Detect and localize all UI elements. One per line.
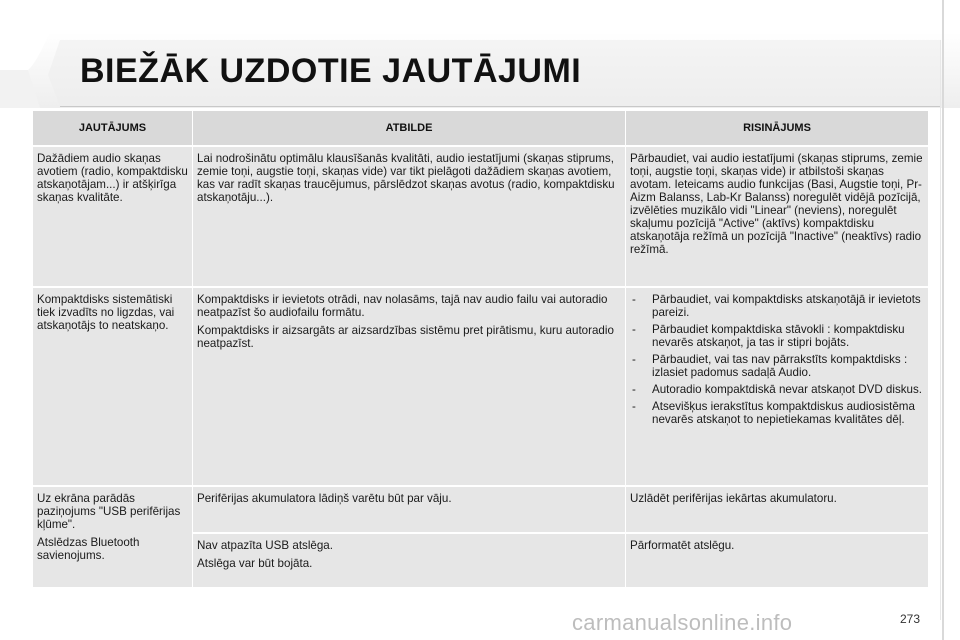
right-margin-line [942,0,944,640]
page-number: 273 [900,612,921,626]
answer-cell [193,287,626,486]
bullet-dash: - [632,383,636,396]
header-divider [60,106,940,107]
list-item [630,353,924,379]
bullet-dash: - [632,400,636,413]
question-text: Atslēdzas Bluetooth savienojums. [37,536,140,562]
header-solution: RISINĀJUMS [626,111,929,146]
solution-text: Uzlādēt perifērijas iekārtas akumulatoru. [630,492,837,505]
bullet-dash: - [632,353,636,366]
list-item [630,293,924,319]
list-item [630,323,924,349]
answer-text: Kompaktdisks ir ievietots otrādi, nav nolasāms, tajā nav audio failu vai autoradio neatpazīst šo audiofailu formātu. [197,293,608,319]
solution-cell [626,146,929,287]
bullet-text: Autoradio kompaktdiskā nevar atskaņot DVD diskus. [652,383,923,396]
bullet-dash: - [632,323,636,336]
answer-cell [193,533,626,587]
header-answer: ATBILDE [193,111,626,146]
solution-bullet-list [630,293,924,426]
bullet-text: Pārbaudiet, vai kompaktdisks atskaņotājā ir ievietots pareizi. [652,293,921,319]
bullet-text: Pārbaudiet, vai tas nav pārrakstīts kompaktdisks : izlasiet padomus sadaļā Audio. [652,353,908,379]
solution-text: Pārformatēt atslēgu. [630,539,735,552]
right-margin-line-light [940,40,941,620]
answer-text: Lai nodrošinātu optimālu klausīšanās kvalitāti, audio iestatījumi (skaņas stiprums, zemie toņi, augstie toņi, skaņas vide) var tikt pielāgoti dažādiem skaņas avotiem, kas var radīt skaņas traucējumus, pārslēdzot skaņas avotus (radio, kompaktdisku atskaņotāju...). [197,152,615,204]
table-row [33,486,929,533]
bullet-text: Pārbaudiet kompaktdiska stāvokli : kompaktdisku nevarēs atskaņot, ja tas ir stipri bojāts. [652,323,905,349]
table-row [33,287,929,486]
question-text: Uz ekrāna parādās paziņojums "USB perifērijas kļūme". [37,492,181,531]
question-text: Dažādiem audio skaņas avotiem (radio, kompaktdisku atskaņotājam...) ir atšķirīga skaņas kvalitāte. [37,152,188,204]
answer-text: Kompaktdisks ir aizsargāts ar aizsardzības sistēmu pret pirātismu, kuru autoradio neatpazīst. [197,324,614,350]
list-item [630,383,924,396]
answer-text: Perifērijas akumulatora lādiņš varētu būt par vāju. [197,492,452,505]
answer-text: Atslēga var būt bojāta. [197,557,313,570]
answer-text: Nav atpazīta USB atslēga. [197,539,333,552]
solution-cell [626,486,929,533]
bullet-dash: - [632,293,636,306]
solution-text: Pārbaudiet, vai audio iestatījumi (skaņas stiprums, zemie toņi, augstie toņi, skaņas vide) ir atbilstoši skaņas avotam. Ieteicams audio funkcijas (Basi, Augstie toņi, Pr-Aizm Balanss, Lab-Kr Balanss) noregulēt vidējā pozīcijā, izvēlēties muzikālo vidi "Linear" (neviens), noregulēt skaļumu pozīcijā "Active" (aktīvs) kompaktdisku atskaņotāja režīmā un pozīcijā "Inactive" (neaktīvs) radio režīmā. [630,152,923,256]
faq-table [32,111,929,587]
table-header-row [33,111,929,146]
solution-cell [626,533,929,587]
bullet-text: Atsevišķus ierakstītus kompaktdiskus audiosistēma nevarēs atskaņot to nepietiekamas kvalitātes dēļ. [652,400,915,426]
answer-cell [193,146,626,287]
solution-cell [626,287,929,486]
table-row [33,146,929,287]
question-text: Kompaktdisks sistemātiski tiek izvadīts no ligzdas, vai atskaņotājs to neatskaņo. [37,293,175,332]
question-cell [33,486,193,587]
page-title: BIEŽĀK UZDOTIE JAUTĀJUMI [80,52,582,90]
list-item [630,400,924,426]
question-cell [33,287,193,486]
watermark: carmanualsonline.info [572,610,793,635]
question-cell [33,146,193,287]
header-question: JAUTĀJUMS [33,111,193,146]
answer-cell [193,486,626,533]
